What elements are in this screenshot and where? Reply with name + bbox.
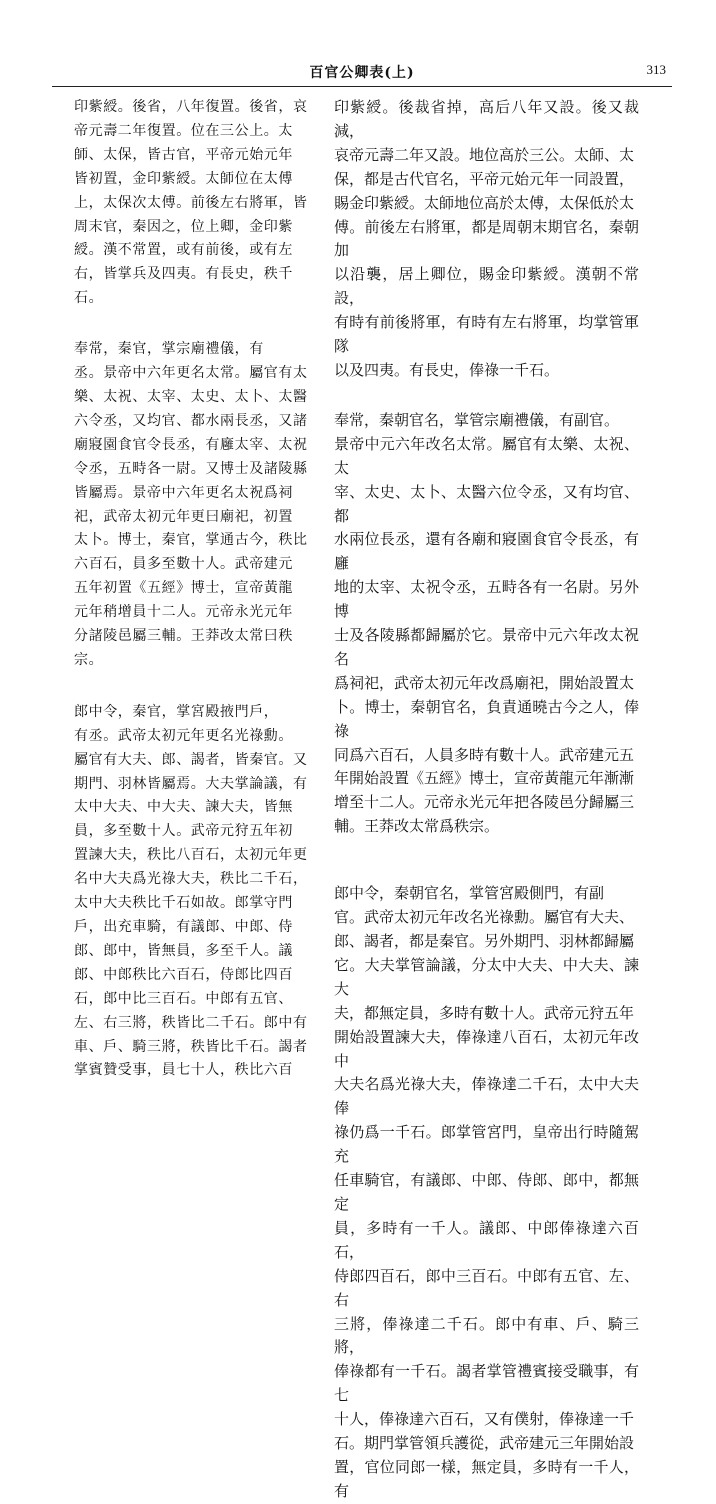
paragraph-spacer xyxy=(334,383,639,409)
running-title: 百官公卿表(上) xyxy=(309,65,415,81)
paragraph-spacer xyxy=(334,839,639,882)
translation-paragraph-3: 郎中令，秦朝官名，掌管宮殿側門，有副 官。武帝太初元年改名光祿勳。屬官有大夫、 郎、謁者，都是秦官。另外期門、羽林都歸屬 它。大夫掌管論議，分太中大夫、中大夫、諫大 夫，都無定員，多時有數十人。武帝元狩五年 開始設置諫大夫，俸祿達八百石，太初元年改中 大夫名爲光祿大夫，俸祿達二千石，太中大夫俸 祿仍爲一千石。郎掌管宮門，皇帝出行時隨駕充 任車騎官，有議郎、中郎、侍郎、郎中，都無定 員，多時有一千人。議郎、中郎俸祿達六百石， 侍郎四百石，郎中三百石。中郎有五官、左、右 三將，俸祿達二千石。郎中有車、戶、騎三將， 俸祿都有一千石。謁者掌管禮賓接受職事，有七 十人，俸祿達六百石，又有僕射，俸祿達一千 石。期門掌管領兵護從，武帝建元三年開始設 置，官位同郎一樣，無定員，多時有一千人，有 xyxy=(334,884,639,1500)
classical-paragraph-3: 郎中令，秦官，掌宮殿掖門戶， 有丞。武帝太初元年更名光祿勳。 屬官有大夫、郎、謁者，皆秦官。又 期門、羽林皆屬焉。大夫掌論議，有 太中大夫、中大夫、諫大夫，皆無 員，多至數十人。武帝元狩五年初 置諫大夫，秩比八百石，太初元年更 名中大夫爲光祿大夫，秩比二千石， 太中大夫秩比千石如故。郎掌守門 戶，出充車騎，有議郎、中郎、侍 郎、郎中，皆無員，多至千人。議 郎、中郎秩比六百石，侍郎比四百 石，郎中比三百石。中郎有五官、 左、右三將，秩皆比二千石。郎中有 車、戶、騎三將，秩皆比千石。謁者 掌賓贊受事，員七十人，秩比六百 xyxy=(74,703,308,1079)
translation-column xyxy=(334,96,639,1504)
translation-paragraph-1: 印紫綬。後裁省掉，高后八年又設。後又裁減， 哀帝元壽二年又設。地位高於三公。太師、太 保，都是古代官名，平帝元始元年一同設置， 賜金印紫綬。太師地位高於太傅，太保低於太 傅。前後左右將軍，都是周朝末期官名，秦朝加 以沿襲，居上卿位，賜金印紫綬。漢朝不常設， 有時有前後將軍，有時有左右將軍，均掌管軍隊 以及四夷。有長史，俸祿一千石。 xyxy=(334,98,639,379)
page-number: 313 xyxy=(646,62,666,77)
page-header xyxy=(52,58,672,86)
paragraph-spacer xyxy=(74,311,309,338)
translation-paragraph-2: 奉常，秦朝官名，掌管宗廟禮儀，有副官。 景帝中元六年改名太常。屬官有太樂、太祝、太 宰、太史、太卜、太醫六位令丞，又有均官、都 水兩位長丞，還有各廟和寢園食官令長丞，有廱 地的太宰、太祝令丞，五畤各有一名尉。另外博 士及各陵縣都歸屬於它。景帝中元六年改太祝名 爲祠祀，武帝太初元年改爲廟祀，開始設置太 卜。博士，秦朝官名，負責通曉古今之人，俸祿 同爲六百石，人員多時有數十人。武帝建元五 年開始設置《五經》博士，宣帝黃龍元年漸漸 增至十二人。元帝永光元年把各陵邑分歸屬三 輔。王莽改太常爲秩宗。 xyxy=(334,410,639,836)
classical-paragraph-2: 奉常，秦官，掌宗廟禮儀，有 丞。景帝中六年更名太常。屬官有太 樂、太祝、太宰、太史、太卜、太醫 六令丞，又均官、都水兩長丞，又諸 廟寢園食官令長丞，有廱太宰、太祝 令丞，五畤各一尉。又博士及諸陵縣 皆屬焉。景帝中六年更名太祝爲祠 祀，武帝太初元年更曰廟祀，初置 太卜。博士，秦官，掌通古今，秩比 六百石，員多至數十人。武帝建元 五年初置《五經》博士，宣帝黃龍 元年稍增員十二人。元帝永光元年 分諸陵邑屬三輔。王莽改太常曰秩 宗。 xyxy=(74,341,308,668)
header-rule xyxy=(52,86,672,87)
classical-text-column xyxy=(74,96,309,1083)
paragraph-spacer xyxy=(74,673,309,701)
classical-paragraph-1: 印紫綬。後省，八年復置。後省，哀 帝元壽二年復置。位在三公上。太 師、太保，皆古官，平帝元始元年 皆初置，金印紫綬。太師位在太傅 上，太保次太傅。前後左右將軍，皆 周末官，秦因之，位上卿，金印紫 綬。漢不常置，或有前後，或有左 右，皆掌兵及四夷。有長史，秩千 石。 xyxy=(74,99,308,307)
